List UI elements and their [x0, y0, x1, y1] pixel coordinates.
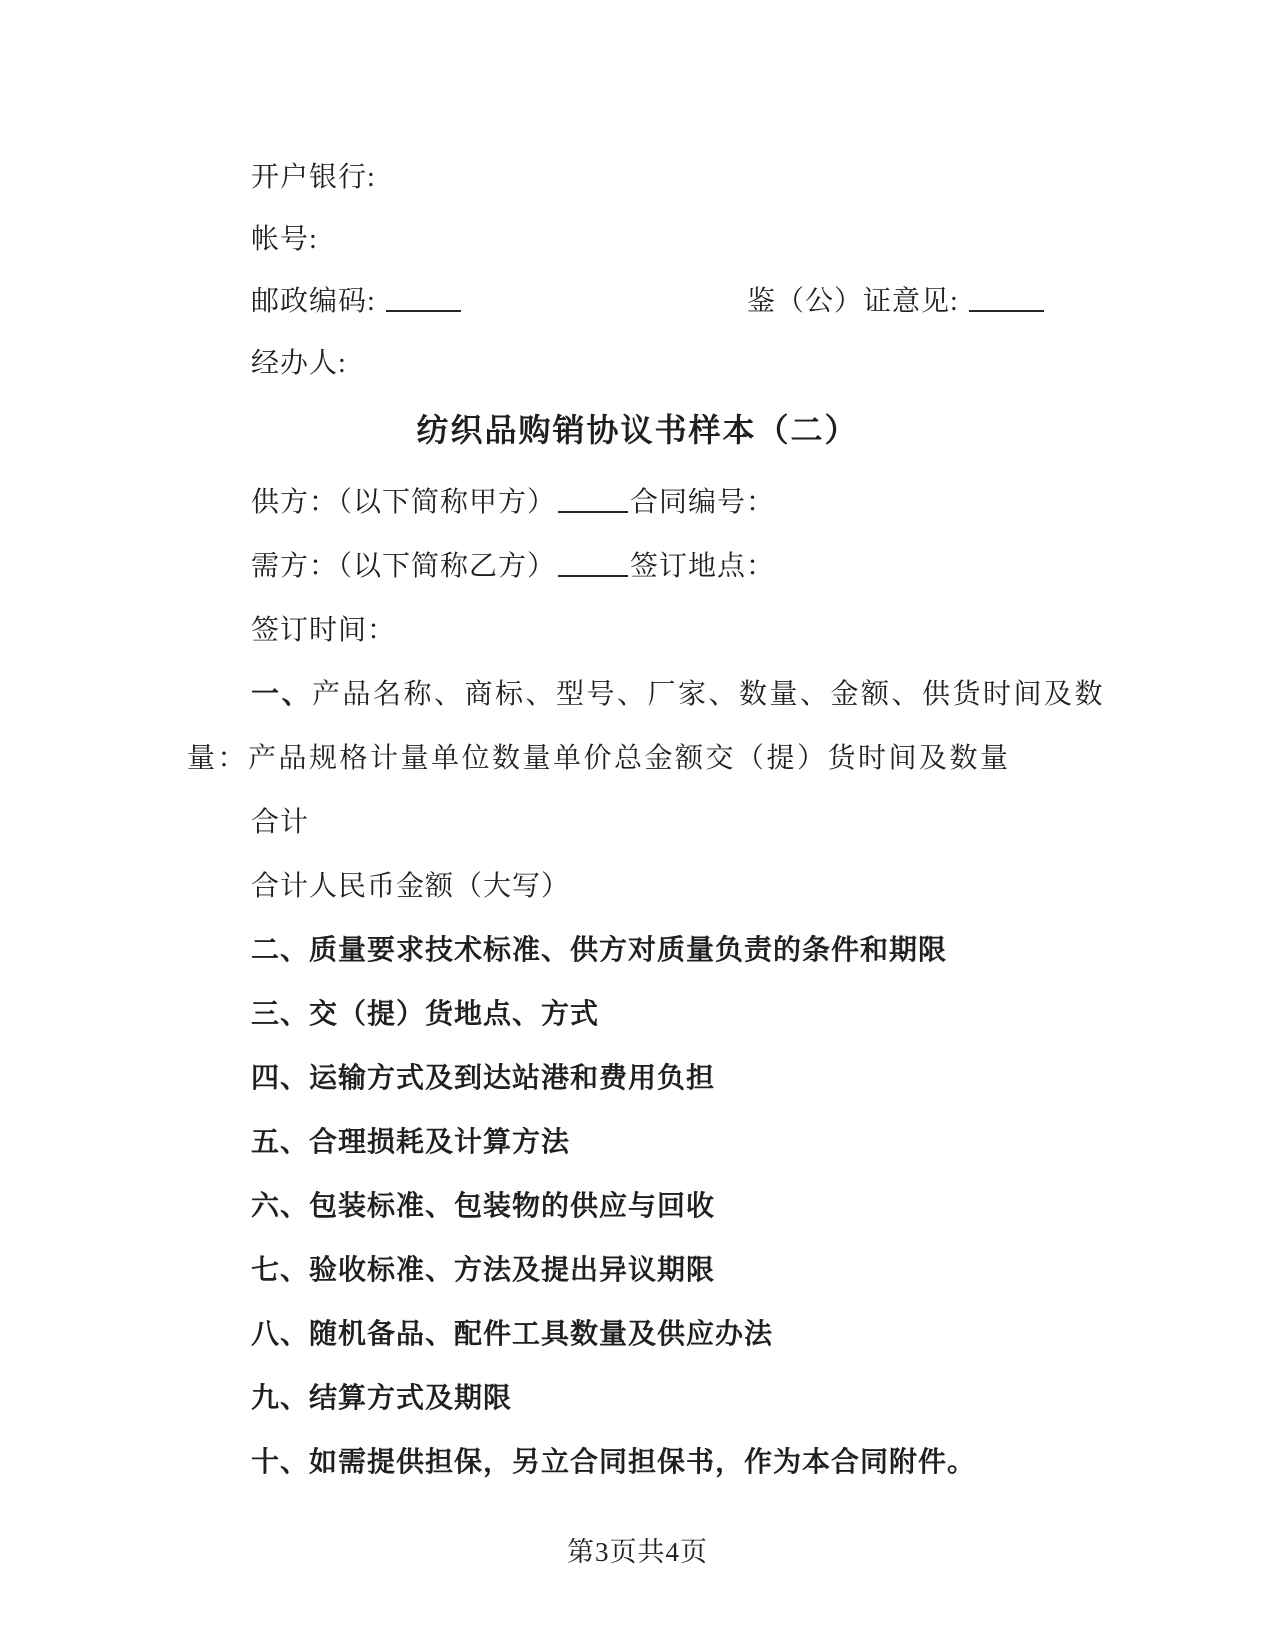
supplier-blank-underline: [558, 508, 628, 513]
sign-time-line: [187, 599, 1088, 663]
total-amount-line: [187, 855, 1088, 919]
clause-line-9: 九、结算方式及期限: [251, 1383, 513, 1414]
contract-number-label: 合同编号：: [630, 487, 776, 518]
subtotal-line: [187, 791, 1088, 855]
field-line-postcode-notary: [187, 271, 1088, 333]
sign-place-label: 签订地点：: [630, 551, 776, 582]
buyer-blank-underline: [558, 572, 628, 577]
total-amount-label: 合计人民币金额（大写）: [251, 871, 571, 902]
clause-line-4: 四、运输方式及到达站港和费用负担: [251, 1063, 716, 1094]
bank-info-section: [187, 147, 1088, 395]
clause-line-3: 三、交（提）货地点、方式: [251, 999, 600, 1030]
clause-1-wrap-text: 量：产品规格计量单位数量单价总金额交（提）货时间及数量: [187, 743, 1011, 774]
field-line-agent: [187, 333, 1088, 395]
agent-label: 经办人:: [251, 348, 347, 379]
postcode-label: 邮政编码:: [251, 286, 376, 317]
sign-time-label: 签订时间：: [251, 615, 397, 646]
subtotal-label: 合计: [251, 807, 310, 838]
clause-line-8: 八、随机备品、配件工具数量及供应办法: [251, 1319, 774, 1350]
clause-line-10: 十、如需提供担保，另立合同担保书，作为本合同附件。: [251, 1447, 977, 1478]
page-number-footer: 第3页共4页: [567, 1537, 708, 1567]
buyer-prefix: 需方：（以下简称乙方）: [251, 551, 557, 582]
bank-label: 开户银行:: [251, 162, 376, 193]
account-label: 帐号:: [251, 224, 318, 255]
notary-blank-underline: [969, 307, 1044, 312]
supplier-prefix: 供方：（以下简称甲方）: [251, 487, 557, 518]
buyer-line: [187, 535, 1088, 599]
supplier-line: [187, 471, 1088, 535]
clause-1-number: 一、: [251, 679, 313, 710]
postcode-blank-underline: [386, 307, 461, 312]
notary-segment: [747, 271, 1046, 333]
clause-line-2: 二、质量要求技术标准、供方对质量负责的条件和期限: [251, 935, 948, 966]
clause-line-1-wrap: [187, 727, 1088, 791]
page-content: [187, 147, 1106, 1495]
clause-1-text: 产品名称、商标、型号、厂家、数量、金额、供货时间及数: [312, 679, 1106, 710]
clause-line-6: 六、包装标准、包装物的供应与回收: [251, 1191, 716, 1222]
notary-label: 鉴（公）证意见:: [747, 286, 959, 317]
field-line-bank: [187, 147, 1088, 209]
clause-line-7: 七、验收标准、方法及提出异议期限: [251, 1255, 716, 1286]
clause-line-5: 五、合理损耗及计算方法: [251, 1127, 571, 1158]
clause-line-1: [187, 663, 1106, 727]
field-line-account: [187, 209, 1088, 271]
document-title: 纺织品购销协议书样本（二）: [416, 412, 859, 448]
